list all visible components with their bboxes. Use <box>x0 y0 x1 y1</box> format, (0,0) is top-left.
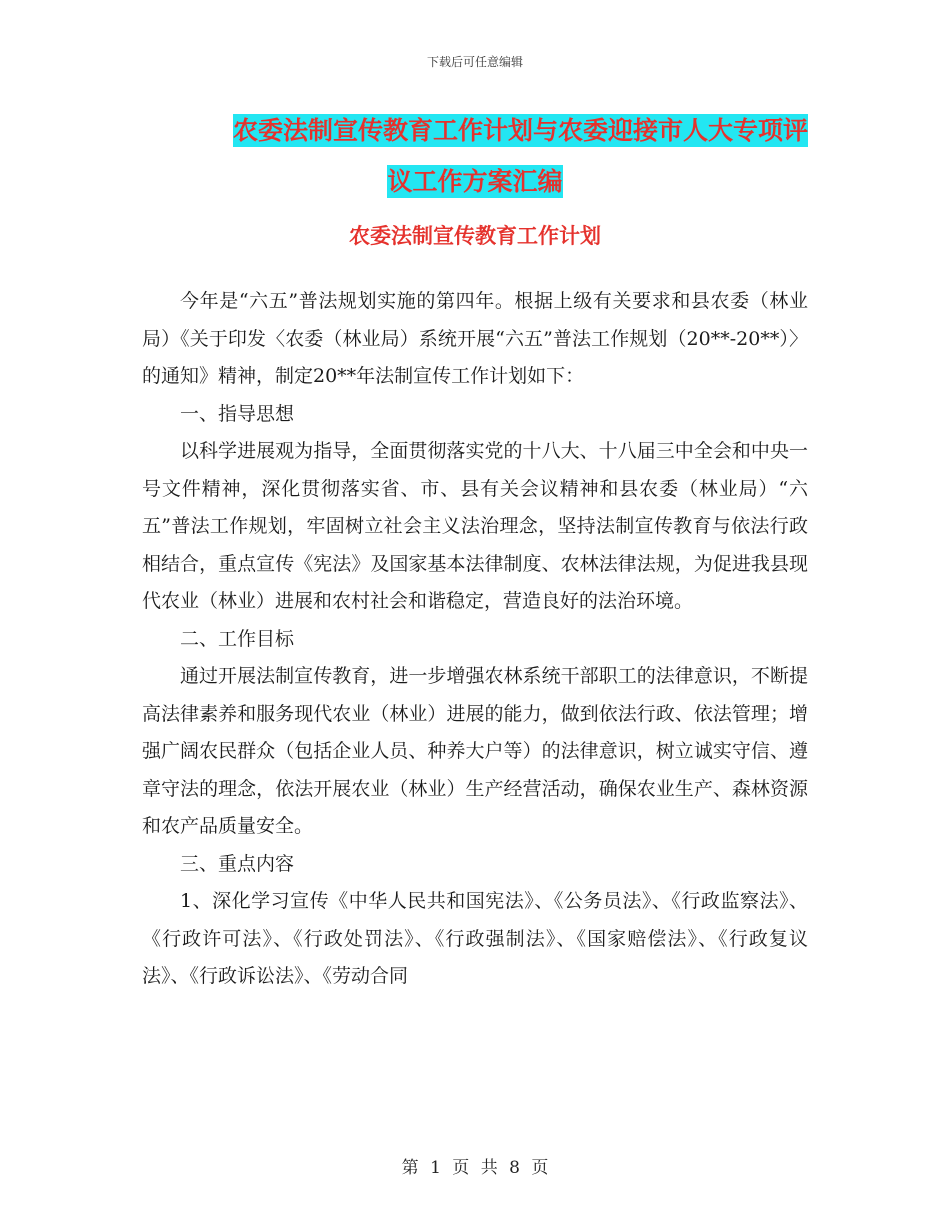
intro-paragraph: 今年是“六五”普法规划实施的第四年。根据上级有关要求和县农委（林业局）《关于印发〈农委（林业局）系统开展“六五”普法工作规划（20**-20**）〉的通知》精神，制定20**年法制宣传工作计划如下： <box>142 290 808 387</box>
document-title <box>142 110 808 212</box>
heading-key-content: 三、重点内容 <box>180 852 295 875</box>
title-highlight-2: 议工作方案汇编 <box>387 167 563 196</box>
section-title: 农委法制宣传教育工作计划 <box>349 224 601 248</box>
document-title-line-1 <box>142 110 808 161</box>
document-title-line-2 <box>142 161 808 212</box>
heading-work-goals: 二、工作目标 <box>180 627 295 650</box>
document-body <box>142 283 808 996</box>
title-highlight-1: 农委法制宣传教育工作计划与农委迎接市人大专项评 <box>232 116 808 145</box>
page-number: 第 1 页 共 8 页 <box>401 1158 549 1178</box>
page-header-note: 下载后可任意编辑 <box>426 55 523 69</box>
key-content-paragraph: 1、深化学习宣传《中华人民共和国宪法》、《公务员法》、《行政监察法》、《行政许可法》、《行政处罚法》、《行政强制法》、《国家赔偿法》、《行政复议法》、《行政诉讼法》、《劳动合同 <box>142 890 808 987</box>
work-goals-paragraph: 通过开展法制宣传教育，进一步增强农林系统干部职工的法律意识，不断提高法律素养和服务现代农业（林业）进展的能力，做到依法行政、依法管理；增强广阔农民群众（包括企业人员、种养大户等）的法律意识，树立诚实守信、遵章守法的理念，依法开展农业（林业）生产经营活动，确保农业生产、森林资源和农产品质量安全。 <box>142 665 808 837</box>
guiding-thought-paragraph: 以科学进展观为指导，全面贯彻落实党的十八大、十八届三中全会和中央一号文件精神，深化贯彻落实省、市、县有关会议精神和县农委（林业局）“六五”普法工作规划，牢固树立社会主义法治理念，坚持法制宣传教育与依法行政相结合，重点宣传《宪法》及国家基本法律制度、农林法律法规，为促进我县现代农业（林业）进展和农村社会和谐稳定，营造良好的法治环境。 <box>142 440 808 612</box>
heading-guiding-thought: 一、指导思想 <box>180 402 295 425</box>
